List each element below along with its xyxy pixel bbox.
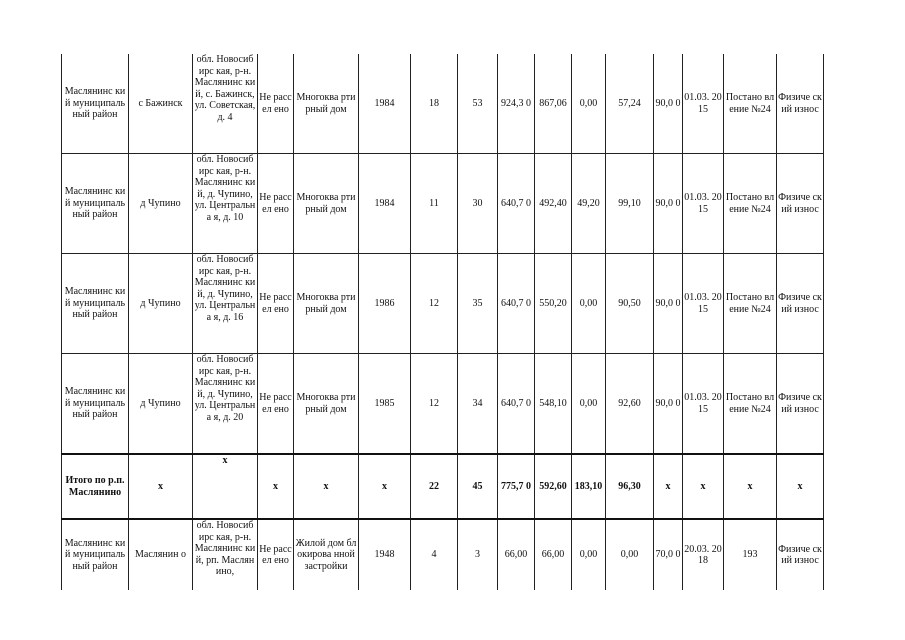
wear-percent-cell: 90,0 0	[654, 154, 683, 254]
table-row	[62, 354, 824, 455]
document-cell: Постано вление №24	[724, 154, 777, 254]
area-private-cell: 492,40	[535, 154, 572, 254]
table-row	[62, 254, 824, 354]
date-cell: 01.03. 2015	[683, 254, 724, 354]
resettlement-status-cell: Не рассел ено	[258, 519, 294, 590]
count-cell: 35	[458, 254, 498, 354]
settlement-cell: Маслянин о	[129, 519, 193, 590]
residents-cell: 12	[411, 254, 458, 354]
reason-cell: Физиче ский износ	[777, 519, 824, 590]
district-cell: Маслянинс кий муниципаль ный район	[62, 519, 129, 590]
resettlement-status-cell: х	[258, 454, 294, 519]
document-cell: Постано вление №24	[724, 354, 777, 455]
table-row	[62, 519, 824, 590]
count-cell: 3	[458, 519, 498, 590]
resettlement-status-cell: Не рассел ено	[258, 354, 294, 455]
document-cell: Постано вление №24	[724, 54, 777, 154]
area-private-cell: 66,00	[535, 519, 572, 590]
address-cell: х	[193, 454, 258, 519]
building-type-cell: Жилой дом блокирова нной застройки	[294, 519, 359, 590]
settlement-cell: д Чупино	[129, 154, 193, 254]
year-cell: 1985	[359, 354, 411, 455]
area-private-cell: 867,06	[535, 54, 572, 154]
address-cell: обл. Новосибирс кая, р-н. Маслянинс кий, д. Чупино, ул. Центральна я, д. 10	[193, 154, 258, 254]
area-other-cell: 92,60	[606, 354, 654, 455]
address-cell: обл. Новосибирс кая, р-н. Маслянинс кий, д. Чупино, ул. Центральна я, д. 16	[193, 254, 258, 354]
building-type-cell: х	[294, 454, 359, 519]
reason-cell: х	[777, 454, 824, 519]
wear-percent-cell: 90,0 0	[654, 354, 683, 455]
housing-registry-table	[61, 54, 824, 590]
area-other-cell: 99,10	[606, 154, 654, 254]
district-cell: Маслянинс кий муниципаль ный район	[62, 154, 129, 254]
settlement-cell: д Чупино	[129, 254, 193, 354]
area-municipal-cell: 49,20	[572, 154, 606, 254]
building-type-cell: Многоква ртирный дом	[294, 154, 359, 254]
area-private-cell: 592,60	[535, 454, 572, 519]
residents-cell: 22	[411, 454, 458, 519]
area-total-cell: 640,7 0	[498, 154, 535, 254]
reason-cell: Физиче ский износ	[777, 254, 824, 354]
address-cell: обл. Новосибирс кая, р-н. Маслянинс кий, рп. Маслянино,	[193, 519, 258, 590]
total-row	[62, 454, 824, 519]
year-cell: 1984	[359, 154, 411, 254]
count-cell: 30	[458, 154, 498, 254]
year-cell: 1948	[359, 519, 411, 590]
settlement-cell: с Бажинск	[129, 54, 193, 154]
resettlement-status-cell: Не рассел ено	[258, 54, 294, 154]
building-type-cell: Многоква ртирный дом	[294, 254, 359, 354]
date-cell: х	[683, 454, 724, 519]
reason-cell: Физиче ский износ	[777, 154, 824, 254]
count-cell: 45	[458, 454, 498, 519]
residents-cell: 12	[411, 354, 458, 455]
residents-cell: 18	[411, 54, 458, 154]
date-cell: 01.03. 2015	[683, 154, 724, 254]
area-municipal-cell: 0,00	[572, 354, 606, 455]
district-cell: Маслянинс кий муниципаль ный район	[62, 354, 129, 455]
document-cell: Постано вление №24	[724, 254, 777, 354]
reason-cell: Физиче ский износ	[777, 54, 824, 154]
settlement-cell: х	[129, 454, 193, 519]
building-type-cell: Многоква ртирный дом	[294, 54, 359, 154]
date-cell: 01.03. 2015	[683, 54, 724, 154]
resettlement-status-cell: Не рассел ено	[258, 154, 294, 254]
area-municipal-cell: 183,10	[572, 454, 606, 519]
area-other-cell: 57,24	[606, 54, 654, 154]
wear-percent-cell: 90,0 0	[654, 254, 683, 354]
building-type-cell: Многоква ртирный дом	[294, 354, 359, 455]
area-other-cell: 90,50	[606, 254, 654, 354]
document-cell: х	[724, 454, 777, 519]
area-total-cell: 66,00	[498, 519, 535, 590]
district-cell: Маслянинс кий муниципаль ный район	[62, 254, 129, 354]
date-cell: 01.03. 2015	[683, 354, 724, 455]
reason-cell: Физиче ский износ	[777, 354, 824, 455]
area-private-cell: 550,20	[535, 254, 572, 354]
table-row	[62, 154, 824, 254]
area-municipal-cell: 0,00	[572, 519, 606, 590]
residents-cell: 4	[411, 519, 458, 590]
area-total-cell: 924,3 0	[498, 54, 535, 154]
wear-percent-cell: х	[654, 454, 683, 519]
address-cell: обл. Новосибирс кая, р-н. Маслянинс кий, с. Бажинск, ул. Советская, д. 4	[193, 54, 258, 154]
year-cell: 1984	[359, 54, 411, 154]
date-cell: 20.03. 2018	[683, 519, 724, 590]
area-other-cell: 0,00	[606, 519, 654, 590]
wear-percent-cell: 70,0 0	[654, 519, 683, 590]
area-municipal-cell: 0,00	[572, 254, 606, 354]
settlement-cell: д Чупино	[129, 354, 193, 455]
year-cell: 1986	[359, 254, 411, 354]
count-cell: 34	[458, 354, 498, 455]
area-other-cell: 96,30	[606, 454, 654, 519]
address-cell: обл. Новосибирс кая, р-н. Маслянинс кий, д. Чупино, ул. Центральна я, д. 20	[193, 354, 258, 455]
wear-percent-cell: 90,0 0	[654, 54, 683, 154]
area-municipal-cell: 0,00	[572, 54, 606, 154]
district-cell: Маслянинс кий муниципаль ный район	[62, 54, 129, 154]
resettlement-status-cell: Не рассел ено	[258, 254, 294, 354]
area-total-cell: 640,7 0	[498, 354, 535, 455]
document-cell: 193	[724, 519, 777, 590]
area-total-cell: 775,7 0	[498, 454, 535, 519]
area-total-cell: 640,7 0	[498, 254, 535, 354]
count-cell: 53	[458, 54, 498, 154]
residents-cell: 11	[411, 154, 458, 254]
area-private-cell: 548,10	[535, 354, 572, 455]
year-cell: х	[359, 454, 411, 519]
table-row	[62, 54, 824, 154]
district-cell: Итого по р.п. Маслянино	[62, 454, 129, 519]
